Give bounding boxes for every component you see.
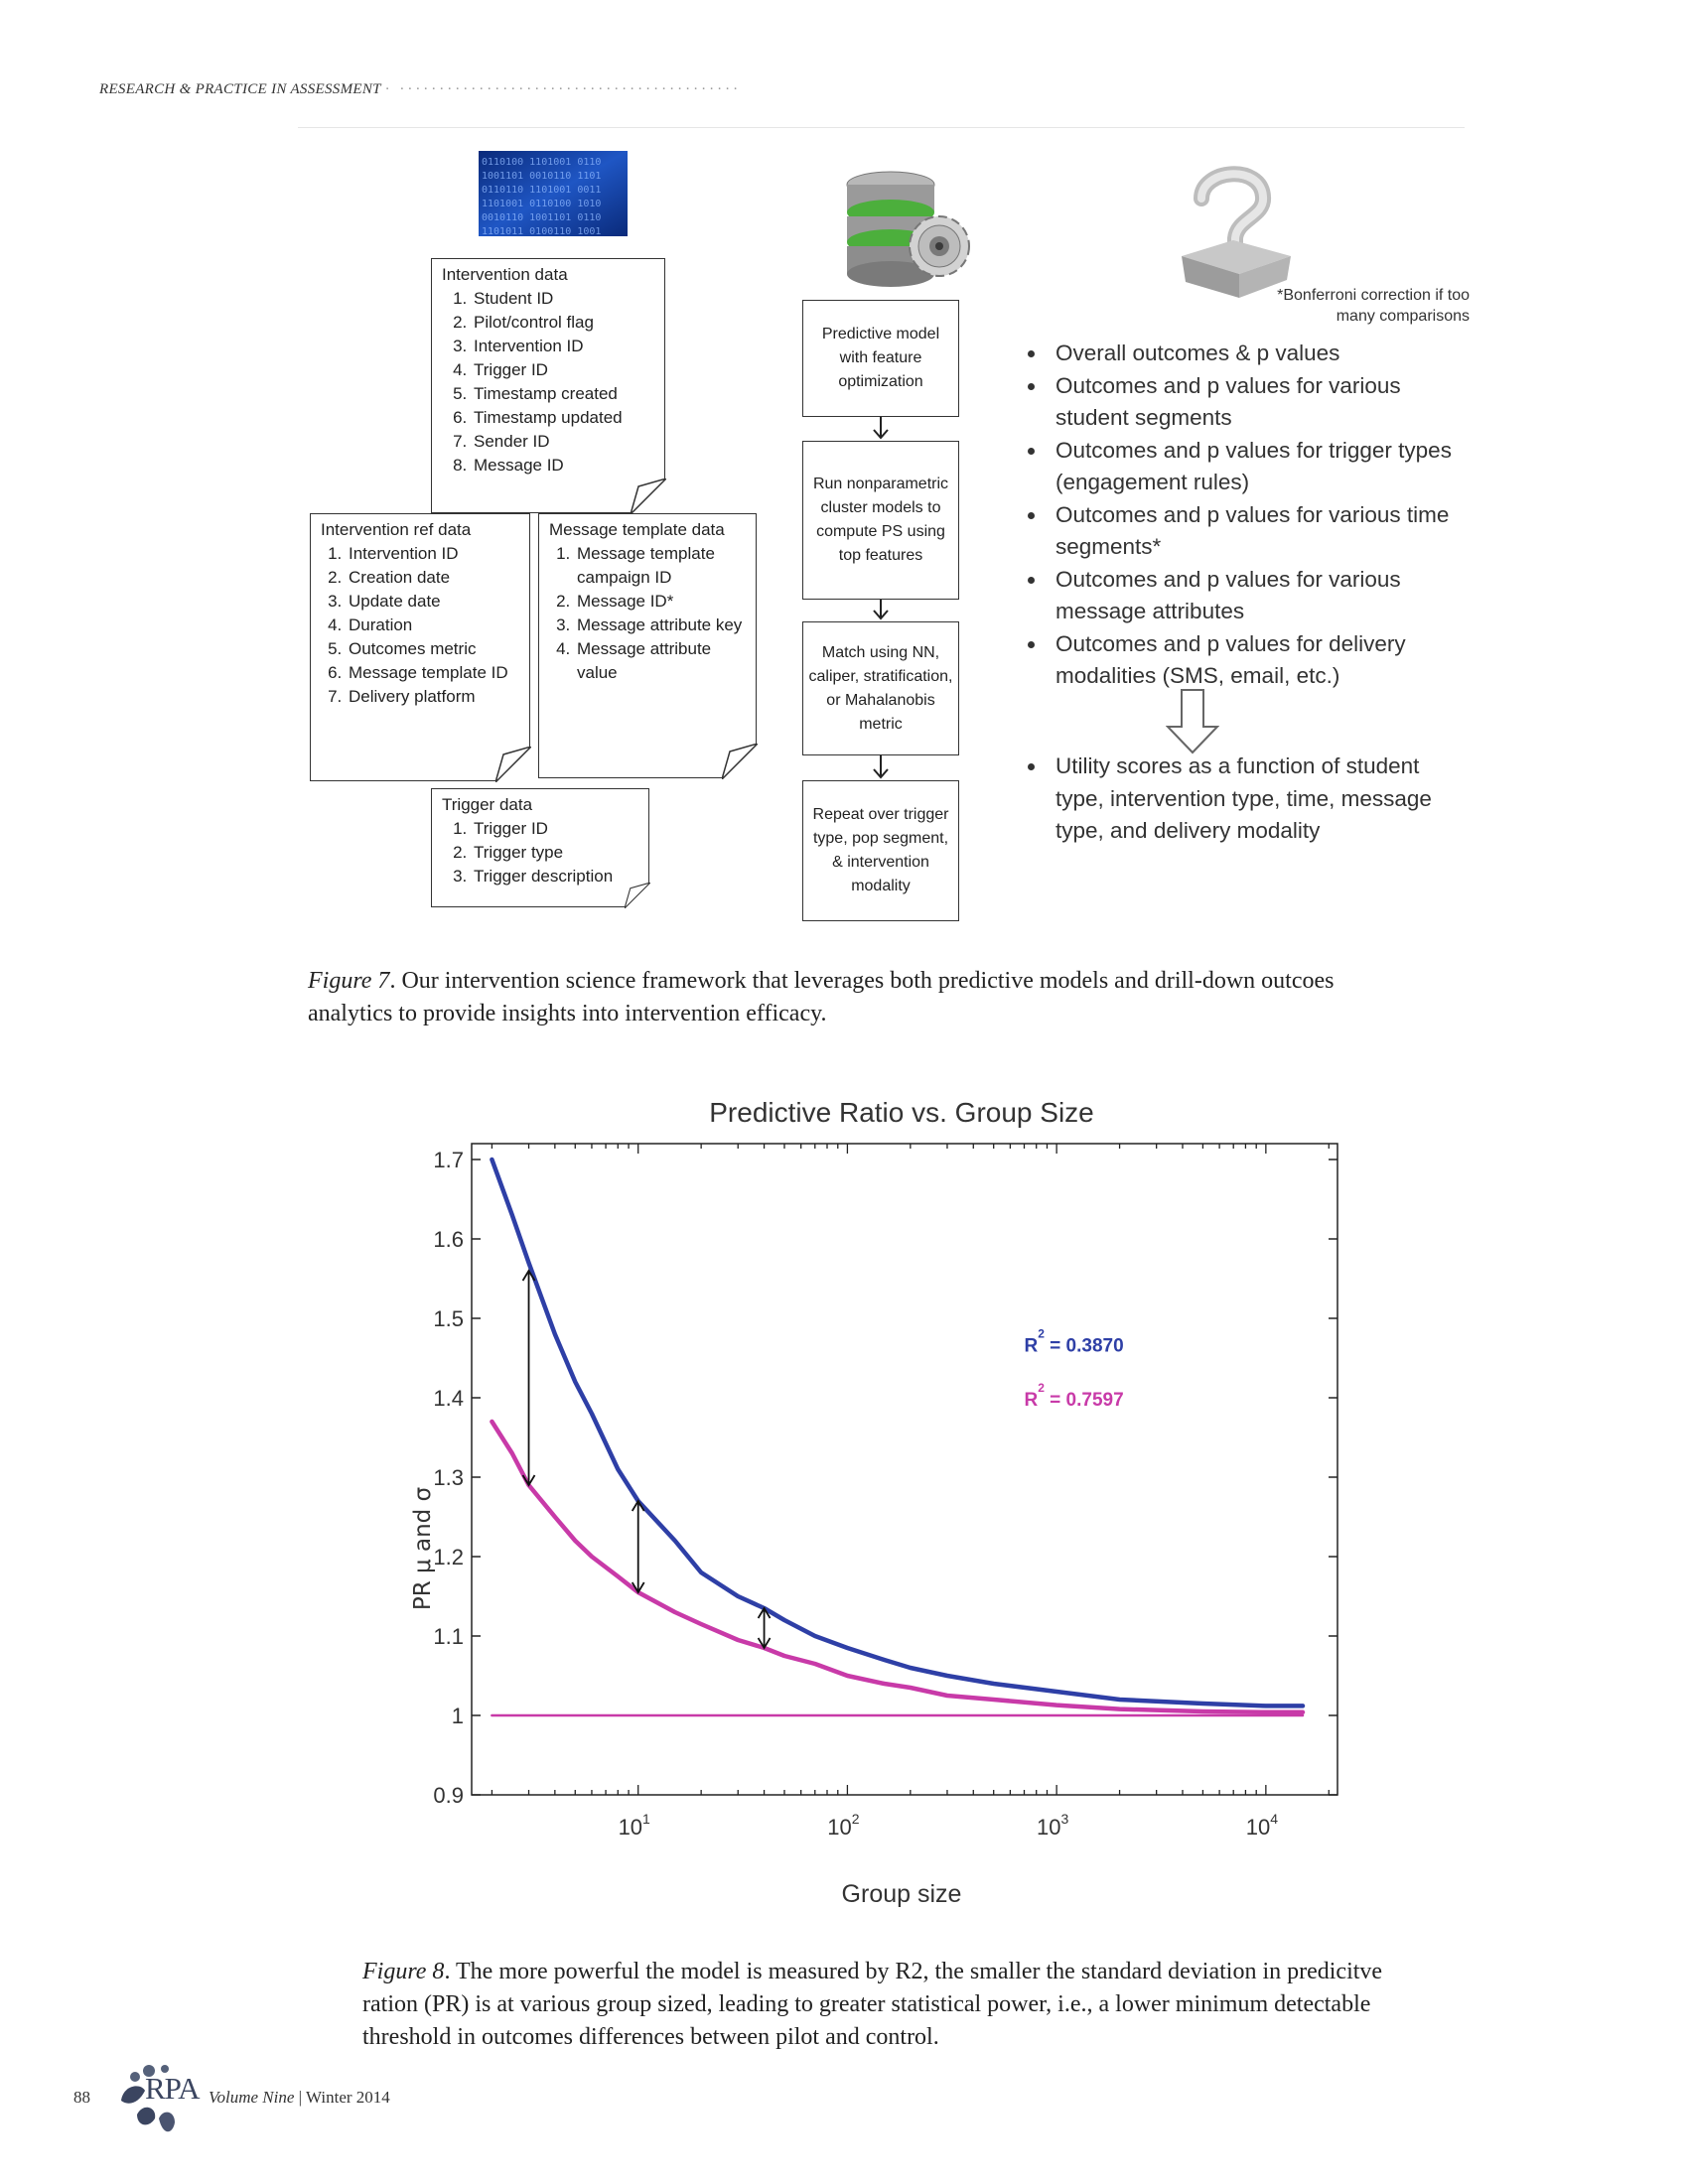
y-tick-label: 1 <box>451 1704 464 1728</box>
list-item: 3. Trigger description <box>472 865 638 888</box>
list-item: 2. Message ID* <box>575 590 746 614</box>
list-item: 7. Delivery platform <box>347 685 519 709</box>
y-tick-label: 1.2 <box>433 1545 464 1570</box>
list-item: 2. Pilot/control flag <box>472 311 654 335</box>
flow-step-2 <box>802 441 959 600</box>
svg-text:0110110 1101001 0011: 0110110 1101001 0011 <box>482 185 602 196</box>
page-fold-icon <box>625 883 650 908</box>
journal-name: RESEARCH & PRACTICE IN ASSESSMENT <box>99 81 381 97</box>
list-item: 6. Timestamp updated <box>472 406 654 430</box>
list-item: • Utility scores as a function of student type, intervention type, time, message type, and delivery modality <box>1048 751 1460 848</box>
page-number: 88 <box>73 2088 90 2107</box>
page-fold-icon <box>631 478 666 514</box>
chart-title: Predictive Ratio vs. Group Size <box>709 1097 1094 1128</box>
y-tick-label: 1.5 <box>433 1306 464 1331</box>
list-item: 4. Message attribute value <box>575 637 746 685</box>
running-head <box>99 81 741 98</box>
series-group <box>492 1160 1303 1715</box>
list-item: 3. Message attribute key <box>575 614 746 637</box>
binary-data-image <box>479 151 628 236</box>
intervention-ref-title: Intervention ref data <box>321 520 472 539</box>
list-item: • Overall outcomes & p values <box>1048 338 1460 370</box>
arrow-down-icon <box>864 755 898 780</box>
x-tick-label: $10^3$ <box>1036 1811 1069 1840</box>
y-tick-label: 1.7 <box>433 1148 464 1172</box>
y-axis-label: PR μ and σ <box>410 1486 436 1611</box>
bonferroni-note: *Bonferroni correction if too many comparisons <box>1277 287 1470 325</box>
intervention-ref-data-box <box>310 513 530 781</box>
message-template-data-box <box>538 513 757 778</box>
hollow-arrow-down-icon <box>1166 689 1219 754</box>
flow-step-text: Run nonparametric cluster models to compute PS using top features <box>812 476 949 564</box>
volume: Volume Nine <box>209 2088 295 2107</box>
list-item: 1. Message template campaign ID <box>575 542 746 590</box>
series-line <box>492 1160 1303 1706</box>
double-arrow <box>633 1501 644 1592</box>
axes <box>433 1144 1337 1840</box>
svg-text:0110100 1101001 0110: 0110100 1101001 0110 <box>482 157 602 168</box>
y-tick-label: 0.9 <box>433 1783 464 1808</box>
arrow-down-icon <box>864 417 898 441</box>
svg-text:0010110 1001101 0110: 0010110 1001101 0110 <box>482 212 602 223</box>
double-arrow <box>523 1271 535 1485</box>
utility-list <box>1008 751 1460 848</box>
outcomes-list <box>1008 338 1460 693</box>
page-fold-icon <box>722 744 758 779</box>
rpa-logo-text: RPA <box>145 2071 200 2106</box>
list-item: 2. Creation date <box>347 566 519 590</box>
list-item: 3. Update date <box>347 590 519 614</box>
arrow-down-icon <box>864 600 898 621</box>
y-tick-label: 1.3 <box>433 1465 464 1490</box>
intervention-data-box <box>431 258 665 513</box>
double-arrow <box>759 1608 771 1648</box>
database-gear-icon <box>836 169 983 300</box>
list-item: 5. Outcomes metric <box>347 637 519 661</box>
x-tick-label: $10^2$ <box>827 1811 860 1840</box>
header-divider <box>298 127 1465 128</box>
flow-step-3 <box>802 621 959 755</box>
season: Winter 2014 <box>306 2088 390 2107</box>
r-squared-label: $R^2 = 0.3870$ <box>1024 1326 1124 1357</box>
y-tick-label: 1.1 <box>433 1624 464 1649</box>
caption-text: . The more powerful the model is measured by R2, the smaller the standard deviation in predicitve ration (PR) is at various group sized, leading to greater statistical power, i.e., a lower minimum detectable threshold in outcomes differences between pilot and control. <box>362 1959 1383 2050</box>
list-item: 5. Timestamp created <box>472 382 654 406</box>
intervention-data-title: Intervention data <box>442 265 568 284</box>
svg-text:1101001 0110100 1010: 1101001 0110100 1010 <box>482 199 602 209</box>
flow-step-text: Match using NN, caliper, stratification, or Mahalanobis metric <box>808 643 953 733</box>
plot-area <box>472 1144 1337 1795</box>
running-head-dots: · ··········································· <box>384 81 742 97</box>
caption-text: . Our intervention science framework that leverages both predictive models and drill-down outcoes analytics to provide insights into intervention efficacy. <box>308 968 1335 1026</box>
caption-label: Figure 8 <box>362 1959 445 1984</box>
list-item: • Outcomes and p values for various student segments <box>1048 370 1460 435</box>
list-item: 6. Message template ID <box>347 661 519 685</box>
flow-step-text: Predictive model with feature optimization <box>821 326 940 390</box>
list-item: • Outcomes and p values for various message attributes <box>1048 564 1460 628</box>
trigger-data-title: Trigger data <box>442 795 533 814</box>
question-mark-box-icon <box>1172 159 1301 298</box>
x-axis-label: Group size <box>841 1880 962 1908</box>
predictive-ratio-chart <box>397 1082 1340 1931</box>
figure-7-caption <box>308 965 1390 1030</box>
list-item: 4. Trigger ID <box>472 358 654 382</box>
list-item: 4. Duration <box>347 614 519 637</box>
svg-text:1101011 0100110 1001: 1101011 0100110 1001 <box>482 226 602 236</box>
issue-info: Volume Nine | Winter 2014 <box>209 2088 390 2107</box>
list-item: • Outcomes and p values for trigger types (engagement rules) <box>1048 435 1460 499</box>
list-item: 7. Sender ID <box>472 430 654 454</box>
list-item: 1. Intervention ID <box>347 542 519 566</box>
list-item: 8. Message ID <box>472 454 654 478</box>
list-item: 3. Intervention ID <box>472 335 654 358</box>
caption-label: Figure 7 <box>308 968 390 994</box>
flow-step-1 <box>802 300 959 417</box>
list-item: 2. Trigger type <box>472 841 638 865</box>
list-item: 1. Trigger ID <box>472 817 638 841</box>
x-tick-label: $10^4$ <box>1245 1811 1278 1840</box>
svg-text:1001101 0010110 1101: 1001101 0010110 1101 <box>482 171 602 182</box>
trigger-data-box <box>431 788 649 907</box>
series-line <box>492 1422 1303 1712</box>
list-item: 1. Student ID <box>472 287 654 311</box>
list-item: • Outcomes and p values for various time segments* <box>1048 499 1460 564</box>
message-template-title: Message template data <box>549 520 725 539</box>
x-tick-label: $10^1$ <box>618 1811 650 1840</box>
y-tick-label: 1.4 <box>433 1386 464 1411</box>
y-tick-label: 1.6 <box>433 1227 464 1252</box>
annotations-group <box>1024 1327 1123 1411</box>
r-squared-label: $R^2 = 0.7597$ <box>1024 1381 1124 1411</box>
flow-step-4 <box>802 780 959 921</box>
flow-step-text: Repeat over trigger type, pop segment, & intervention modality <box>812 806 949 894</box>
list-item: • Outcomes and p values for delivery modalities (SMS, email, etc.) <box>1048 628 1460 693</box>
page-fold-icon <box>495 747 531 782</box>
figure-8-caption <box>362 1956 1415 2054</box>
